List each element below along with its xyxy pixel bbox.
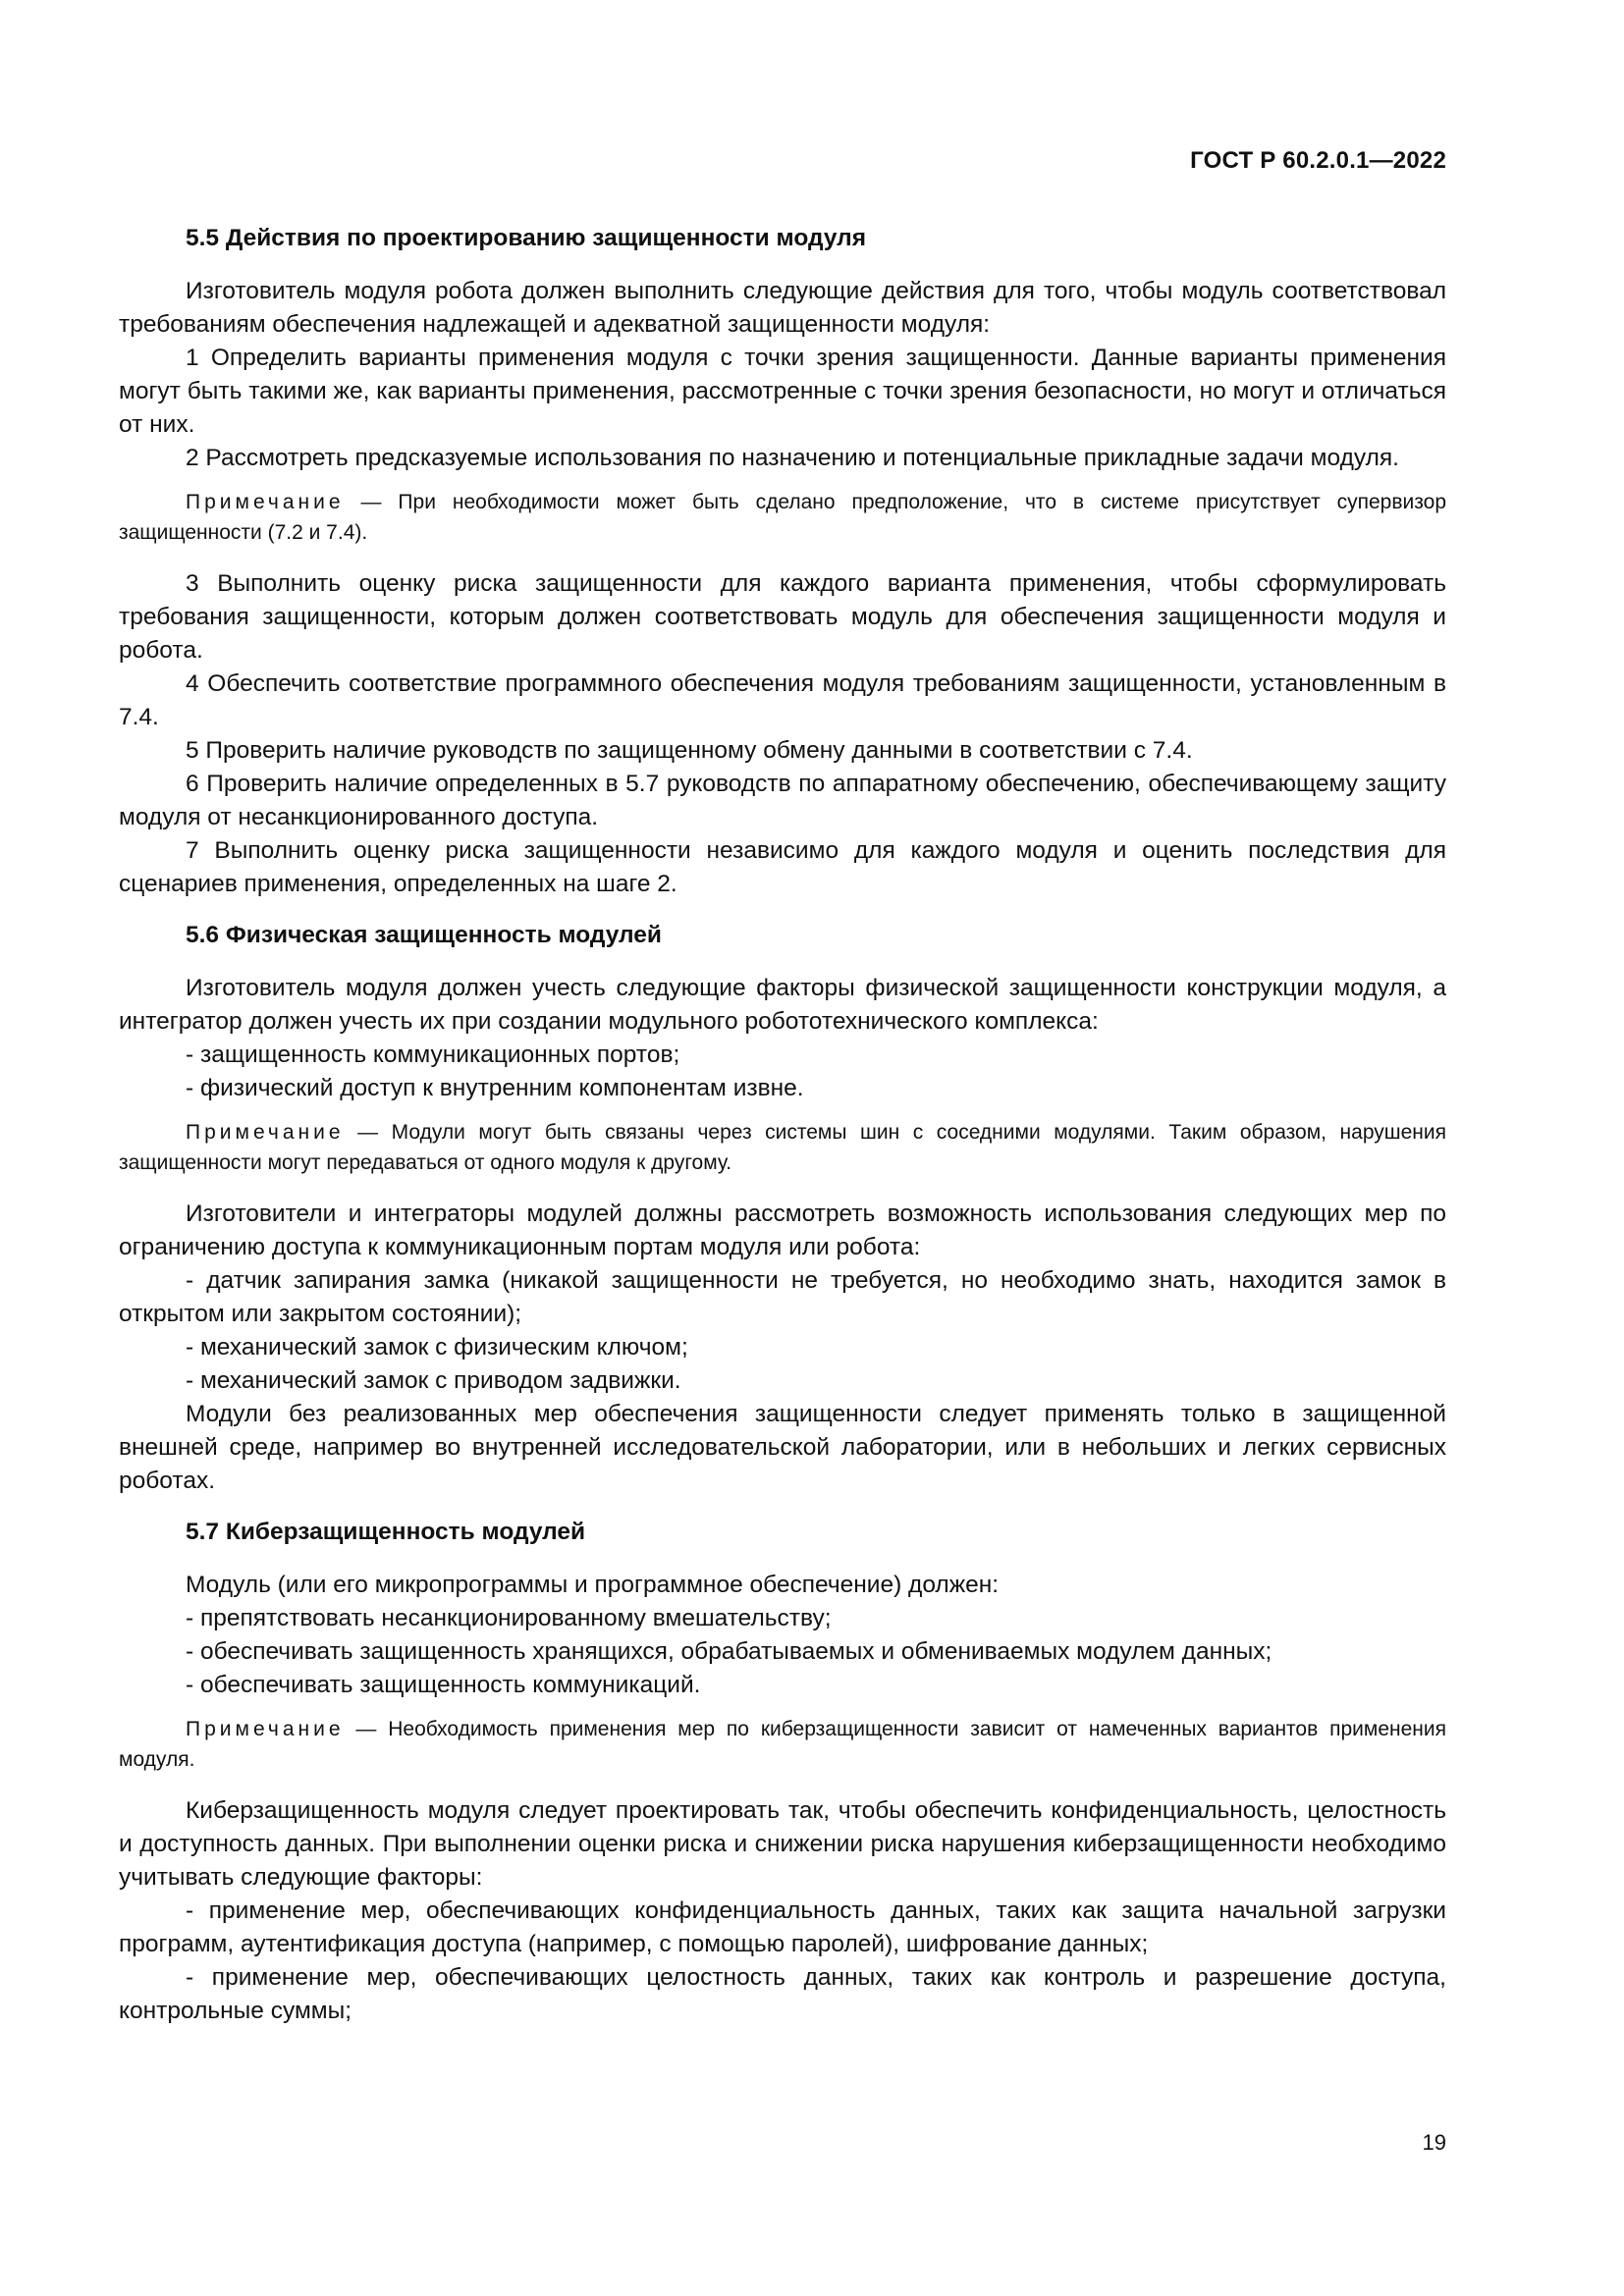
step-item: 7 Выполнить оценку риска защищенности независимо для каждого модуля и оценить последствия для сценариев применения, определенных на шаге 2. — [119, 837, 1446, 897]
page-content — [119, 222, 1446, 2028]
note — [119, 487, 1446, 548]
paragraph: Изготовитель модуля должен учесть следующие факторы физической защищенности конструкции модуля, а интегратор должен учесть их при создании модульного робототехнического комплекса: — [119, 975, 1446, 1035]
list-item: - применение мер, обеспечивающих конфиденциальность данных, таких как защита начальной загрузки программ, аутентификация доступа (например, с помощью паролей), шифрование данных; — [119, 1897, 1446, 1957]
section-heading-5-6: 5.6 Физическая защищенность модулей — [186, 922, 662, 948]
step-item: 6 Проверить наличие определенных в 5.7 руководств по аппаратному обеспечению, обеспечивающему защиту модуля от несанкционированного доступа. — [119, 771, 1446, 830]
paragraph: Изготовители и интеграторы модулей должны рассмотреть возможность использования следующих мер по ограничению доступа к коммуникационным портам модуля или робота: — [119, 1201, 1446, 1260]
note-text: — Модули могут быть связаны через системы шин с соседними модулями. Таким образом, нарушения защищенности могут передаваться от одного модуля к другому. — [119, 1121, 1446, 1174]
step-item: 3 Выполнить оценку риска защищенности для каждого варианта применения, чтобы сформулировать требования защищенности, которым должен соответствовать модуль для обеспечения защищенности модуля и робота. — [119, 570, 1446, 664]
paragraph: Киберзащищенность модуля следует проектировать так, чтобы обеспечить конфиденциальность, целостность и доступность данных. При выполнении оценки риска и снижении риска нарушения киберзащищенности необходимо учитывать следующие факторы: — [119, 1797, 1446, 1891]
note-label: Примечание — [186, 1121, 345, 1144]
note-text: — При необходимости может быть сделано предположение, что в системе присутствует супервизор защищенности (7.2 и 7.4). — [119, 491, 1446, 544]
standard-header: ГОСТ Р 60.2.0.1—2022 — [1190, 147, 1446, 174]
step-item: 4 Обеспечить соответствие программного обеспечения модуля требованиям защищенности, установленным в 7.4. — [119, 670, 1446, 730]
step-item: 5 Проверить наличие руководств по защищенному обмену данными в соответствии с 7.4. — [186, 737, 1193, 764]
note — [119, 1714, 1446, 1775]
list-item: - применение мер, обеспечивающих целостность данных, таких как контроль и разрешение доступа, контрольные суммы; — [119, 1964, 1446, 2024]
note-text: — Необходимость применения мер по киберзащищенности зависит от намеченных вариантов применения модуля. — [119, 1718, 1446, 1771]
list-item: - обеспечивать защищенность хранящихся, обрабатываемых и обмениваемых модулем данных; — [186, 1638, 1272, 1665]
list-item: - механический замок с физическим ключом; — [186, 1334, 688, 1361]
section-heading-5-7: 5.7 Киберзащищенность модулей — [186, 1519, 586, 1545]
list-item: - физический доступ к внутренним компонентам извне. — [186, 1075, 804, 1101]
list-item: - обеспечивать защищенность коммуникаций. — [186, 1672, 701, 1698]
note — [119, 1117, 1446, 1178]
list-item: - защищенность коммуникационных портов; — [186, 1041, 680, 1068]
page-number: 19 — [1422, 2130, 1446, 2155]
list-item: - механический замок с приводом задвижки. — [186, 1367, 681, 1394]
note-label: Примечание — [186, 1718, 345, 1740]
section-heading-5-5: 5.5 Действия по проектированию защищенности модуля — [186, 225, 866, 251]
list-item: - препятствовать несанкционированному вмешательству; — [186, 1605, 832, 1631]
step-item: 2 Рассмотреть предсказуемые использования по назначению и потенциальные прикладные задачи модуля. — [186, 445, 1399, 471]
note-label: Примечание — [186, 491, 345, 513]
paragraph: Модули без реализованных мер обеспечения защищенности следует применять только в защищенной внешней среде, например во внутренней исследовательской лаборатории, или в небольших и легких сервисных роботах. — [119, 1401, 1446, 1494]
list-item: - датчик запирания замка (никакой защищенности не требуется, но необходимо знать, находится замок в открытом или закрытом состоянии); — [119, 1267, 1446, 1327]
paragraph: Модуль (или его микропрограммы и программное обеспечение) должен: — [186, 1572, 1000, 1598]
paragraph: Изготовитель модуля робота должен выполнить следующие действия для того, чтобы модуль соответствовал требованиям обеспечения надлежащей и адекватной защищенности модуля: — [119, 278, 1446, 338]
step-item: 1 Определить варианты применения модуля с точки зрения защищенности. Данные варианты применения могут быть такими же, как варианты применения, рассмотренные с точки зрения безопасности, но могут и отличаться от них. — [119, 345, 1446, 438]
